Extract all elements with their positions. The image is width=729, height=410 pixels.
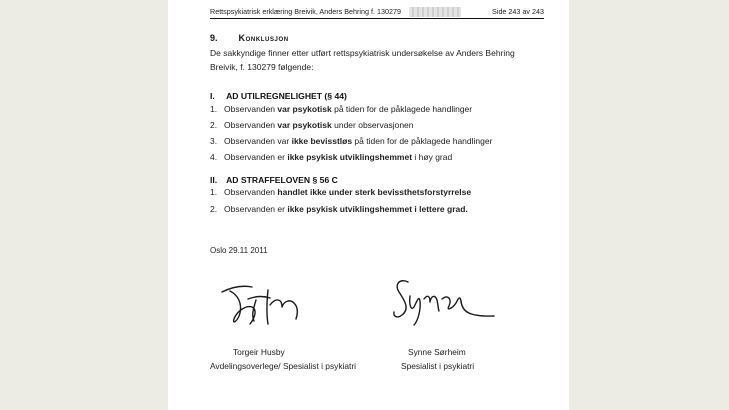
- item-emphasis: handlet ikke under sterk bevissthetsforstyrrelse: [277, 187, 472, 197]
- list-item: [210, 152, 492, 168]
- item-text: på tiden for de påklagede handlinger: [352, 136, 493, 146]
- part-number: II.: [210, 175, 218, 185]
- item-number: 2.: [210, 120, 218, 130]
- part-heading-straffeloven: [210, 175, 338, 185]
- item-number: 3.: [210, 136, 218, 146]
- item-emphasis: var psykotisk: [277, 104, 332, 114]
- section-heading: [210, 33, 289, 43]
- item-number: 1.: [210, 187, 218, 197]
- signatory-role: Spesialist i psykiatri: [401, 361, 475, 371]
- item-text: Observanden: [224, 104, 278, 114]
- item-text: Observanden er: [224, 152, 288, 162]
- list-item: [210, 120, 492, 136]
- signature-sorheim: [390, 268, 500, 332]
- item-text: Observanden er: [224, 204, 288, 214]
- redacted-block: [409, 7, 461, 17]
- item-number: 2.: [210, 204, 218, 214]
- list-item: [210, 104, 492, 120]
- page-header: [210, 6, 544, 19]
- item-emphasis: ikke psykisk utviklingshemmet i lettere grad.: [287, 204, 468, 214]
- place-and-date: Oslo 29.11 2011: [210, 246, 268, 255]
- item-text: Observanden: [224, 187, 278, 197]
- signatory-name: Synne Sørheim: [408, 347, 466, 357]
- list-item: [210, 136, 492, 152]
- list-item: [210, 187, 471, 204]
- part-title: AD STRAFFELOVEN § 56 C: [226, 175, 338, 185]
- item-text: under observasjonen: [331, 120, 414, 130]
- signatory-name: Torgeir Husby: [233, 347, 285, 357]
- item-text: Observanden: [224, 120, 278, 130]
- section-number: 9.: [210, 33, 218, 43]
- intro-paragraph: De sakkyndige finner etter utført rettspsykiatrisk undersøkelse av Anders Behring Breivik, f. 130279 følgende:: [210, 48, 515, 72]
- item-emphasis: ikke psykisk utviklingshemmet: [287, 152, 413, 162]
- part-title: AD UTILREGNELIGHET (§ 44): [226, 91, 347, 101]
- signatory-role: Avdelingsoverlege/ Spesialist i psykiatri: [210, 361, 357, 371]
- list-utilregnelighet: [210, 104, 492, 168]
- part-number: I.: [210, 91, 215, 101]
- item-emphasis: var psykotisk: [277, 120, 332, 130]
- item-text: i høy grad: [412, 152, 453, 162]
- item-text: på tiden for de påklagede handlinger: [331, 104, 473, 114]
- section-title: Konklusjon: [238, 33, 289, 43]
- part-heading-utilregnelighet: [210, 91, 347, 101]
- item-number: 4.: [210, 152, 218, 162]
- document-page: [168, 0, 569, 410]
- list-item: [210, 204, 471, 220]
- header-page-number: Side 243 av 243: [492, 7, 544, 16]
- item-emphasis: ikke bevisstløs: [291, 136, 353, 146]
- item-text: Observanden var: [224, 136, 292, 146]
- header-document-title: Rettspsykiatrisk erklæring Breivik, Anders Behring f. 130279: [210, 7, 401, 16]
- list-straffeloven: [210, 187, 471, 220]
- signature-husby: [218, 272, 318, 332]
- item-number: 1.: [210, 104, 218, 114]
